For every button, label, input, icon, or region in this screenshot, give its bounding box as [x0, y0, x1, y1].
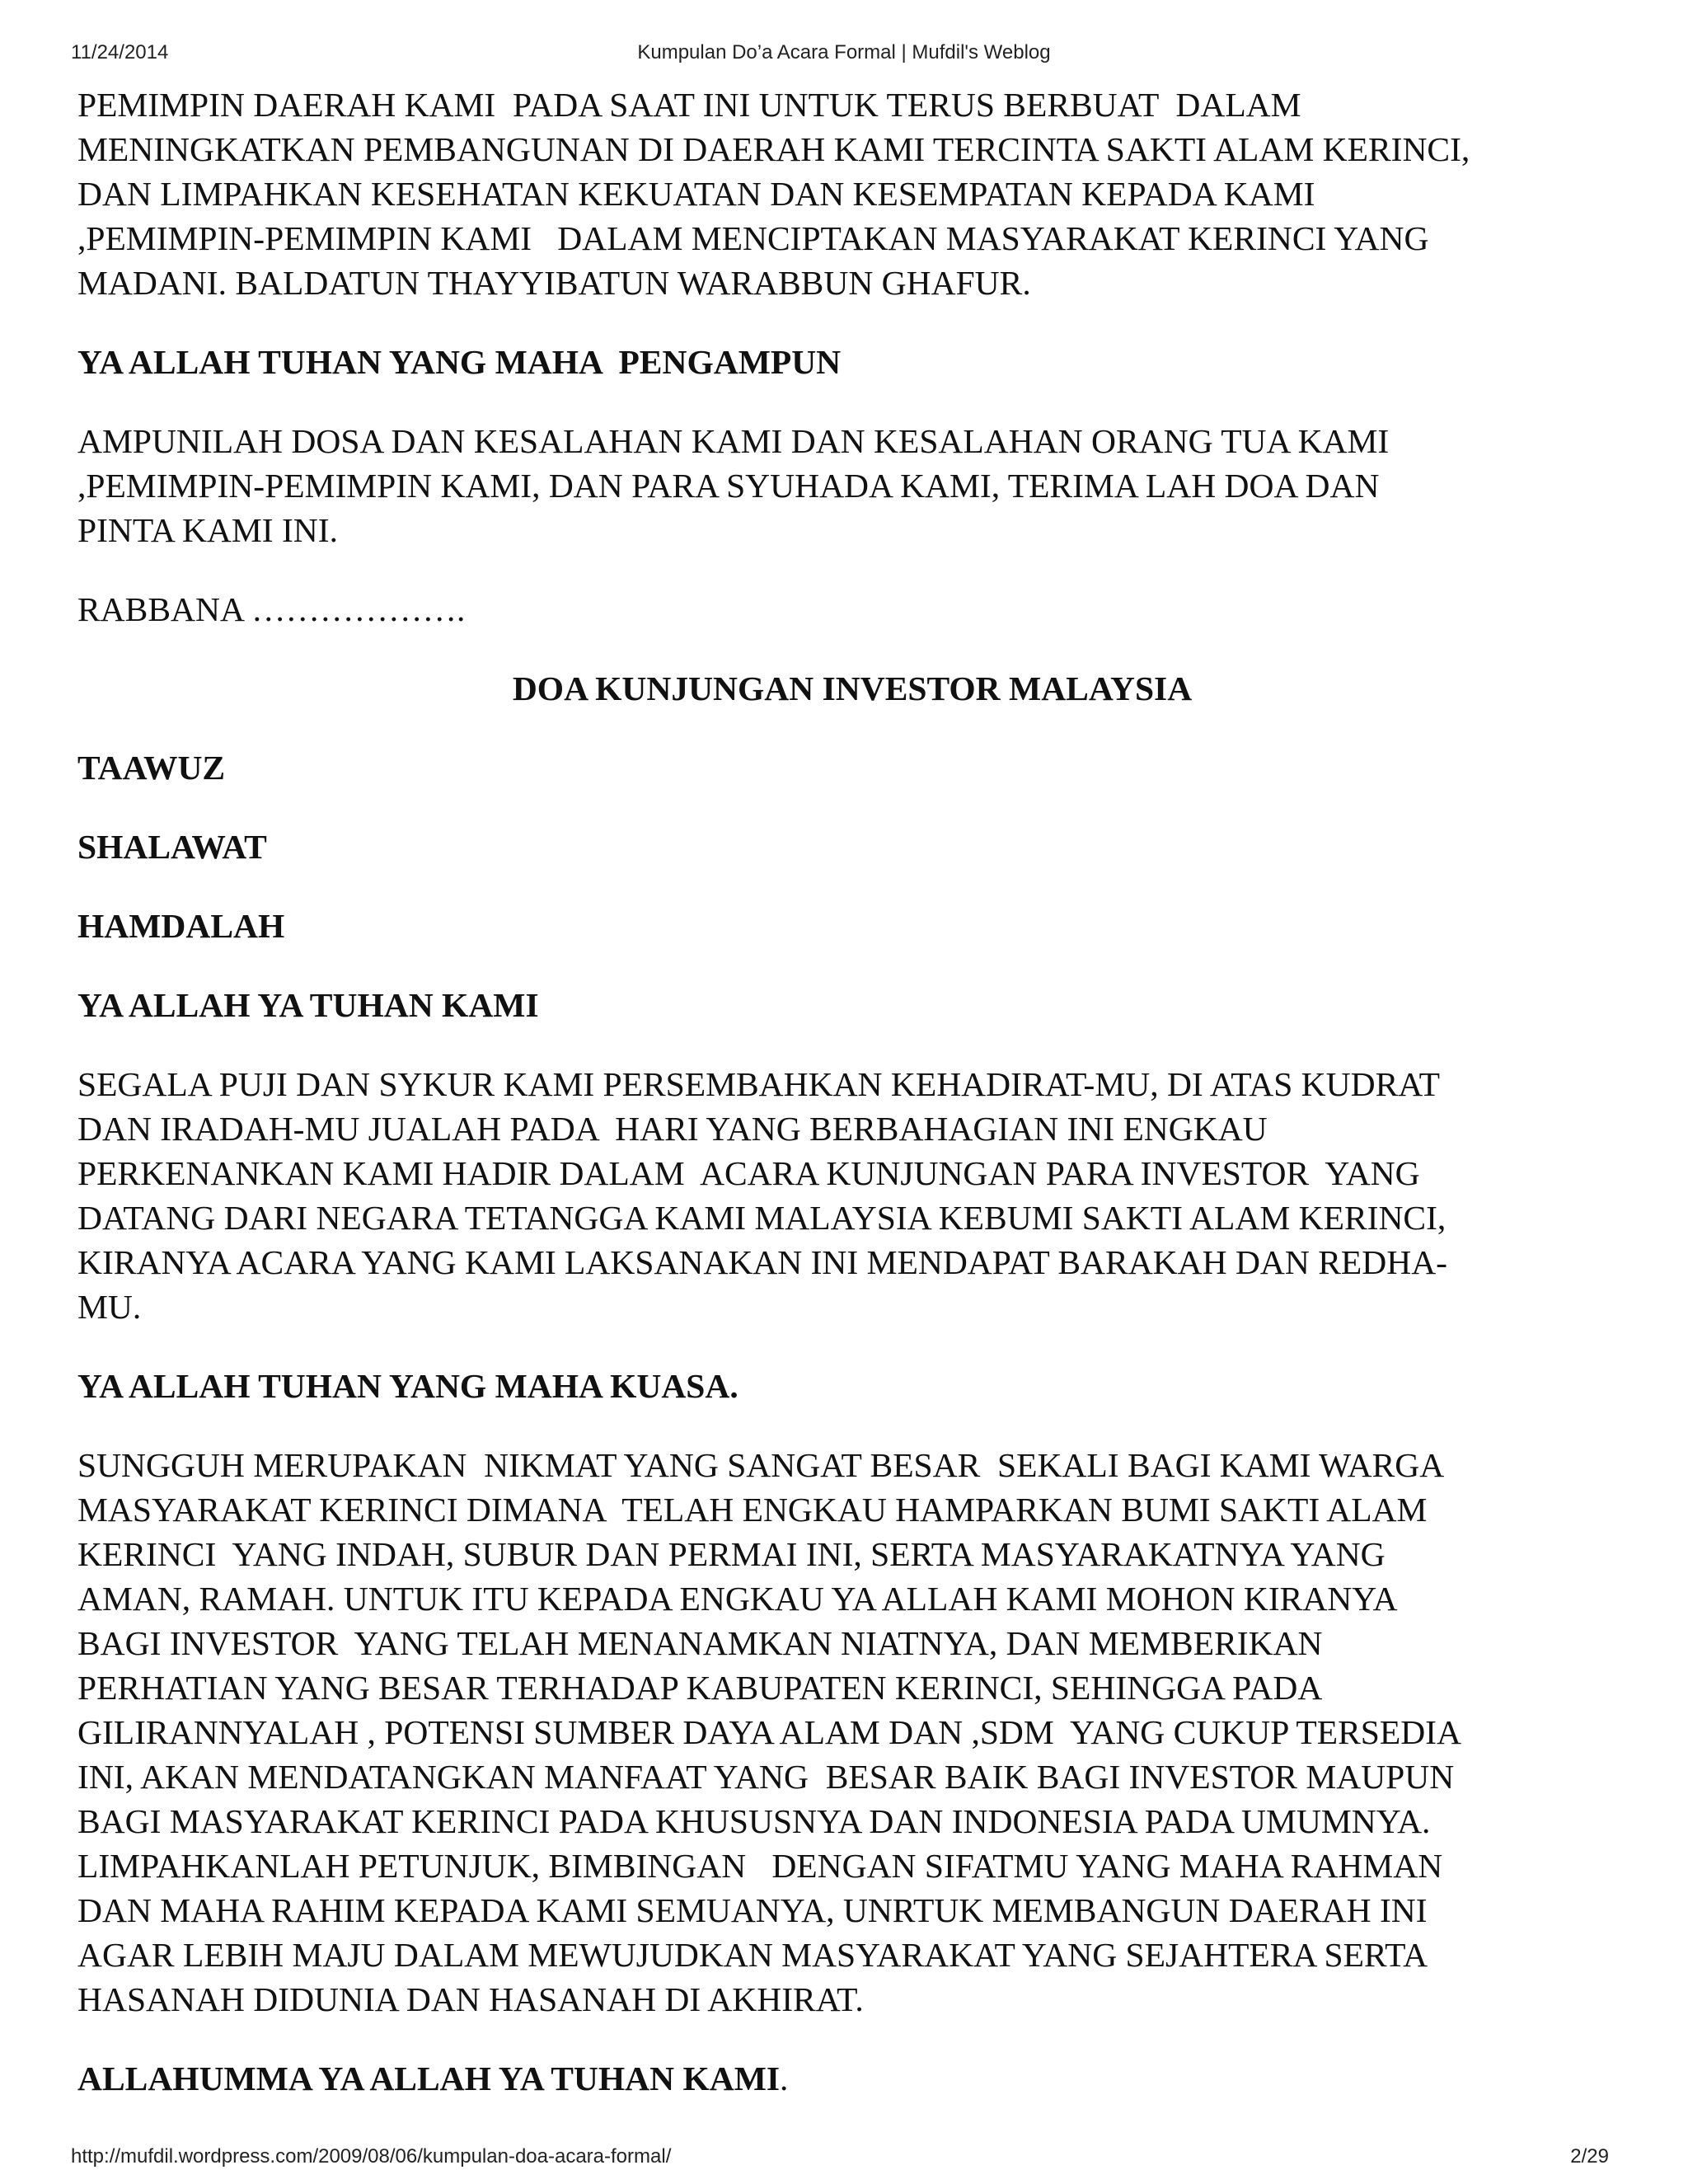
paragraph: RABBANA ………………. — [77, 590, 466, 628]
paragraph: SEGALA PUJI DAN SYKUR KAMI PERSEMBAHKAN KEHADIRAT-MU, DI ATAS KUDRAT DAN IRADAH-MU JUALAH PADA HARI YANG BERBAHAGIAN INI ENGKAU PERKENANKAN KAMI HADIR DALAM ACARA KUNJUNGAN PARA INVESTOR YANG DATANG DARI NEGARA TETANGGA KAMI MALAYSIA KEBUMI SAKTI ALAM KERINCI, KIRANYA ACARA YANG KAMI LAKSANAKAN INI MENDAPAT BARAKAH DAN REDHA- MU. — [77, 1065, 1448, 1326]
prayer-heading: TAAWUZ — [77, 749, 226, 787]
page-number: 2/29 — [1570, 2145, 1609, 2168]
print-date: 11/24/2014 — [71, 41, 169, 63]
paragraph: AMPUNILAH DOSA DAN KESALAHAN KAMI DAN KESALAHAN ORANG TUA KAMI ,PEMIMPIN-PEMIMPIN KAMI, DAN PARA SYUHADA KAMI, TERIMA LAH DOA DAN PINTA KAMI INI. — [77, 422, 1390, 549]
page-title: Kumpulan Do’a Acara Formal | Mufdil's Weblog — [637, 41, 1051, 63]
prayer-heading: HAMDALAH — [77, 907, 285, 945]
prayer-heading: YA ALLAH YA TUHAN KAMI — [77, 986, 539, 1024]
source-url: http://mufdil.wordpress.com/2009/08/06/kumpulan-doa-acara-formal/ — [71, 2145, 672, 2168]
print-footer — [0, 2145, 1688, 2173]
paragraph: SUNGGUH MERUPAKAN NIKMAT YANG SANGAT BESAR SEKALI BAGI KAMI WARGA MASYARAKAT KERINCI DIMANA TELAH ENGKAU HAMPARKAN BUMI SAKTI ALAM KERINCI YANG INDAH, SUBUR DAN PERMAI INI, SERTA MASYARAKATNYA YANG AMAN, RAMAH. UNTUK ITU KEPADA ENGKAU YA ALLAH KAMI MOHON KIRANYA BAGI INVESTOR YANG TELAH MENANAMKAN NIATNYA, DAN MEMBERIKAN PERHATIAN YANG BESAR TERHADAP KABUPATEN KERINCI, SEHINGGA PADA GILIRANNYALAH , POTENSI SUMBER DAYA ALAM DAN ,SDM YANG CUKUP TERSEDIA INI, AKAN MENDATANGKAN MANFAAT YANG BESAR BAIK BAGI INVESTOR MAUPUN BAGI MASYARAKAT KERINCI PADA KHUSUSNYA DAN INDONESIA PADA UMUMNYA. LIMPAHKANLAH PETUNJUK, BIMBINGAN DENGAN SIFATMU YANG MAHA RAHMAN DAN MAHA RAHIM KEPADA KAMI SEMUANYA, UNRTUK MEMBANGUN DAERAH INI AGAR LEBIH MAJU DALAM MEWUJUDKAN MASYARAKAT YANG SEJAHTERA SERTA HASANAH DIDUNIA DAN HASANAH DI AKHIRAT. — [77, 1446, 1461, 2018]
paragraph: PEMIMPIN DAERAH KAMI PADA SAAT INI UNTUK TERUS BERBUAT DALAM MENINGKATKAN PEMBANGUNAN DI DAERAH KAMI TERCINTA SAKTI ALAM KERINCI, DAN LIMPAHKAN KESEHATAN KEKUATAN DAN KESEMPATAN KEPADA KAMI ,PEMIMPIN-PEMIMPIN KAMI DALAM MENCIPTAKAN MASYARAKAT KERINCI YANG MADANI. BALDATUN THAYYIBATUN WARABBUN GHAFUR. — [77, 86, 1470, 302]
section-title: DOA KUNJUNGAN INVESTOR MALAYSIA — [512, 669, 1193, 707]
closing-period: . — [780, 2060, 789, 2097]
print-header — [0, 41, 1688, 69]
closing-heading-text: ALLAHUMMA YA ALLAH YA TUHAN KAMI — [77, 2060, 781, 2097]
prayer-heading: YA ALLAH TUHAN YANG MAHA PENGAMPUN — [77, 343, 842, 381]
document-body — [77, 82, 1627, 2101]
prayer-heading: YA ALLAH TUHAN YANG MAHA KUASA. — [77, 1367, 738, 1405]
closing-heading — [77, 2056, 1627, 2101]
prayer-heading: SHALAWAT — [77, 828, 267, 866]
